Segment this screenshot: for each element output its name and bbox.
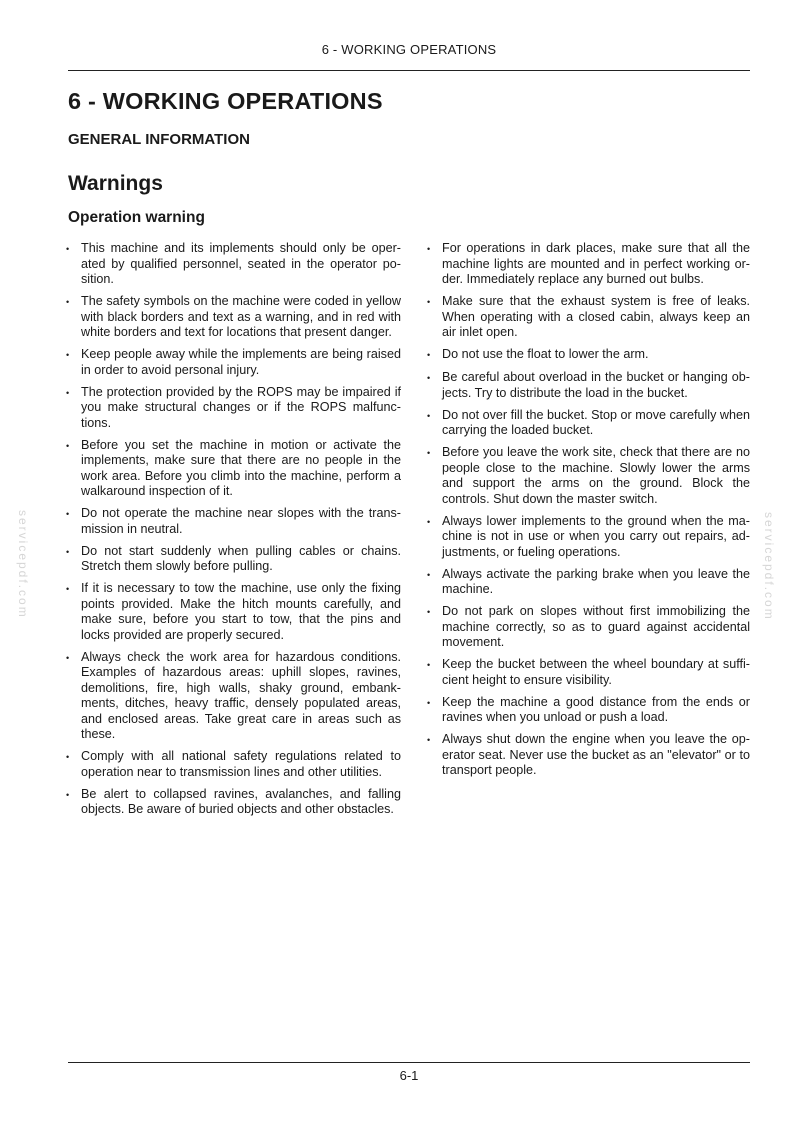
warning-text: The protection provided by the ROPS may be impaired if you make structural changes or if the ROPS malfunctions.: [81, 384, 401, 430]
warning-list-item: [427, 445, 750, 507]
warning-text: Make sure that the exhaust system is free of leaks. When operating with a closed cabin, always keep an air inlet open.: [442, 294, 750, 339]
warning-list-item: [66, 438, 401, 500]
warning-text: Always lower implements to the ground when the machine is not in use or when you carry out repairs, adjustments, or fueling operations.: [442, 513, 750, 559]
warning-list-item: [66, 544, 401, 575]
bullet-icon: •: [66, 387, 70, 398]
chapter-title: 6 - WORKING OPERATIONS: [68, 88, 383, 114]
warning-text: Always activate the parking brake when you leave the machine.: [442, 566, 750, 596]
bullet-icon: •: [427, 607, 431, 617]
bullet-icon: •: [66, 440, 70, 451]
page-number: 6-1: [399, 1068, 419, 1083]
header-rule: [68, 70, 750, 71]
warning-text: Keep the bucket between the wheel boundary at sufficient height to ensure visibility.: [442, 657, 750, 687]
warning-list-item: [66, 581, 401, 643]
bullet-icon: •: [66, 350, 70, 360]
bullet-icon: •: [66, 546, 70, 557]
warning-list-item: [427, 657, 750, 688]
warning-list-item: [66, 294, 401, 341]
bullet-icon: •: [66, 584, 70, 594]
watermark-left: servicepdf.com: [16, 510, 30, 619]
bullet-icon: •: [66, 652, 70, 663]
warning-text: Do not park on slopes without first immobilizing the machine correctly, so as to guard against accidental movement.: [442, 604, 750, 649]
warning-list-item: [66, 241, 401, 288]
warnings-title: Warnings: [68, 172, 163, 195]
bullet-icon: •: [427, 244, 431, 254]
warning-list-item: [427, 370, 750, 401]
bullet-icon: •: [66, 297, 70, 307]
bullet-icon: •: [427, 569, 431, 580]
left-column-list: [66, 241, 401, 824]
warning-list-item: [427, 604, 750, 651]
bullet-icon: •: [427, 448, 431, 458]
warning-list-item: [66, 749, 401, 780]
warning-text: Always check the work area for hazardous conditions. Examples of hazardous areas: uphill slopes, ravines, demolitions, fire, high walls, shaky ground, embankments, ditches, heavy traffic, densely populated areas, and enclosed areas. Take great care in areas such as these.: [81, 649, 401, 741]
bullet-icon: •: [66, 244, 70, 254]
warning-text: Be careful about overload in the bucket or hanging objects. Try to distribute the load in the bucket.: [442, 370, 750, 400]
bullet-icon: •: [427, 297, 431, 307]
warning-list-item: [66, 650, 401, 743]
warning-text: Keep people away while the implements are being raised in order to avoid personal injury.: [81, 347, 401, 377]
bullet-icon: •: [66, 509, 70, 519]
section-title: GENERAL INFORMATION: [68, 131, 250, 148]
warning-text: Do not start suddenly when pulling cables or chains. Stretch them slowly before pulling.: [81, 543, 401, 573]
bullet-icon: •: [66, 789, 70, 800]
warning-list-item: [427, 408, 750, 439]
bullet-icon: •: [427, 373, 431, 383]
warning-text: Keep the machine a good distance from the ends or ravines when you unload or push a load.: [442, 694, 750, 724]
warning-list-item: [427, 294, 750, 341]
bullet-icon: •: [427, 697, 431, 708]
warning-text: Before you leave the work site, check that there are no people close to the machine. Slowly lower the arms and support the arms on the ground. Block the controls. Shut down the master switch.: [442, 445, 750, 506]
warning-list-item: [66, 385, 401, 432]
running-header: 6 - WORKING OPERATIONS: [321, 42, 497, 57]
warning-text: Be alert to collapsed ravines, avalanches, and falling objects. Be aware of buried objects and other obstacles.: [81, 786, 401, 816]
watermark-right: servicepdf.com: [762, 512, 776, 621]
bullet-icon: •: [427, 516, 431, 527]
warning-list-item: [66, 347, 401, 378]
warning-list-item: [427, 695, 750, 726]
warning-text: The safety symbols on the machine were coded in yellow with black borders and text as a warning, and in red with white borders and text for locations that present danger.: [81, 294, 401, 339]
warning-list-item: [66, 787, 401, 818]
warning-list-item: [427, 567, 750, 598]
bullet-icon: •: [66, 752, 70, 762]
warning-text: Always shut down the engine when you leave the operator seat. Never use the bucket as an "elevator" or to transport people.: [442, 732, 750, 777]
subsection-title: Operation warning: [68, 209, 205, 226]
bullet-icon: •: [427, 350, 431, 360]
warning-list-item: [427, 347, 750, 364]
bullet-icon: •: [427, 410, 431, 421]
warning-list-item: [427, 241, 750, 288]
warning-list-item: [66, 506, 401, 537]
warning-text: Comply with all national safety regulations related to operation near to transmission lines and other utilities.: [81, 749, 401, 779]
warning-text: If it is necessary to tow the machine, use only the fixing points provided. Make the hitch mounts carefully, and make sure, before you start to tow, that the pins and locks provided are properly secured.: [81, 581, 401, 642]
warning-text: For operations in dark places, make sure that all the machine lights are mounted and in perfect working order. Immediately replace any burned out bulbs.: [442, 241, 750, 286]
warning-text: Do not use the float to lower the arm.: [442, 347, 649, 361]
bullet-icon: •: [427, 660, 431, 670]
warning-list-item: [427, 514, 750, 561]
warning-text: Before you set the machine in motion or activate the implements, make sure that there are no people in the work area. Before you climb into the machine, perform a walkaround inspection of it.: [81, 437, 401, 498]
warning-text: Do not over fill the bucket. Stop or move carefully when carrying the loaded bucket.: [442, 407, 750, 437]
footer-rule: [68, 1062, 750, 1063]
warning-text: This machine and its implements should only be operated by qualified personnel, seated in the operator position.: [81, 241, 401, 286]
bullet-icon: •: [427, 735, 431, 745]
warning-list-item: [427, 732, 750, 779]
right-column-list: [427, 241, 750, 785]
warning-text: Do not operate the machine near slopes with the transmission in neutral.: [81, 506, 401, 536]
